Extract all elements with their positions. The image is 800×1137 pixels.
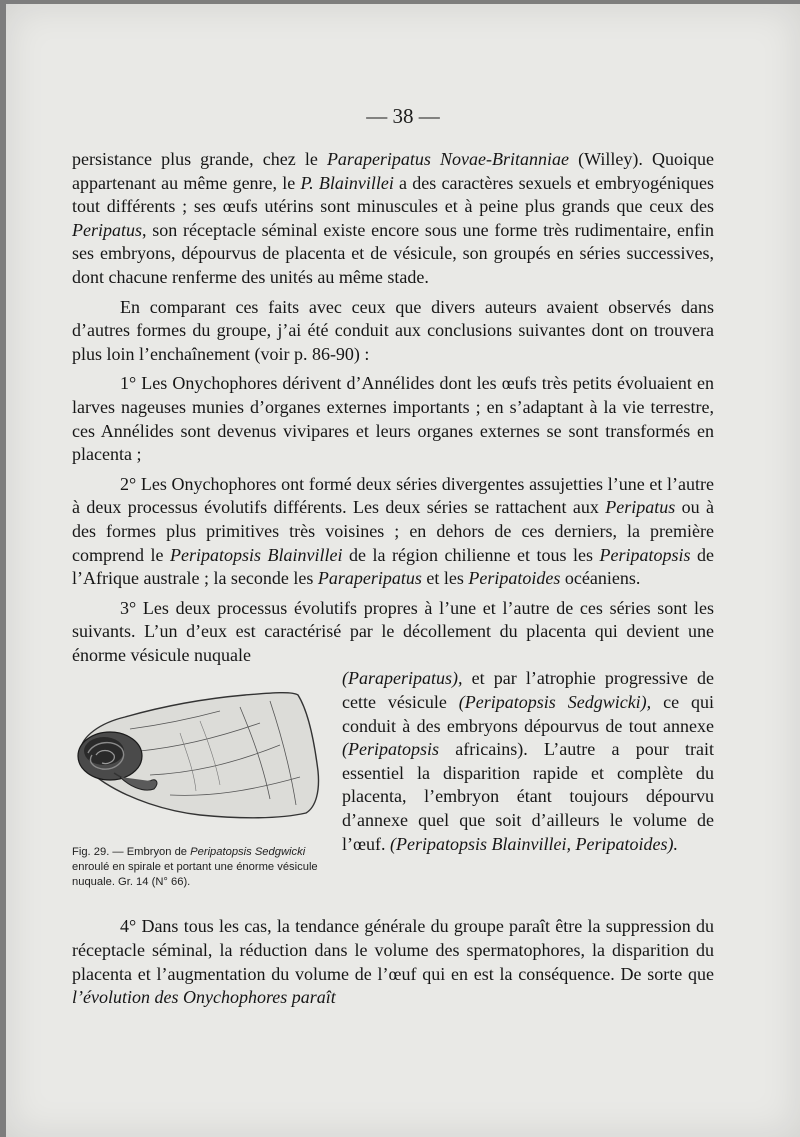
paragraph-3: 1° Les Onychophores dérivent d’Annélides dont les œufs très petits évoluaient en larves nageuses munies d’organes externes importants ; en s’adaptant à la vie terrestre, ces Annélides sont devenus vivipares et leurs organes externes se sont transformés en placenta ; [72,373,714,465]
paragraph-1: persistance plus grande, chez le Paraperipatus Novae-Britanniae (Willey). Quoique appartenant au même genre, le P. Blainvillei a des caractères sexuels et embryogéniques tout différents ; ses œufs utérins sont minuscules et à peine plus grands que ceux des Peripatus, son réceptacle séminal existe encore sous une forme très rudimentaire, enfin ses embryons, dépourvus de placenta et de vésicule, son groupés en séries successives, dont chacune renferme des unités au même stade. [72,149,714,287]
book-page [6,4,800,1137]
paragraph-5-genus: (Paraperipatus), [342,668,463,689]
paragraph-4: 2° Les Onychophores ont formé deux séries divergentes assujetties l’une et l’autre à deux processus évolutifs différents. Les deux séries se rattachent aux Peripatus ou à des formes plus primitives très voisines ; en dehors de ces derniers, la première comprend le Peripatopsis Blainvillei de la région chilienne et tous les Peripatopsis de l’Afrique australe ; la seconde les Paraperipatus et les Peripatoides océaniens. [72,473,714,589]
paragraph-5: 3° Les deux processus évolutifs propres à l’une et l’autre de ces séries sont les suivants. L’un d’eux est caractérisé par le décollement du placenta qui devient une énorme vésicule nuquale [72,597,714,665]
paragraph-2: En comparant ces faits avec ceux que divers auteurs avaient observés dans d’autres formes du groupe, j’ai été conduit aux conclusions suivantes dont on trouvera plus loin l’enchaînement (voir p. 86-90) : [72,296,714,364]
embryo-illustration [70,681,328,829]
paragraph-5-continued: (Paraperipatus), et par l’atrophie progressive de cette vésicule (Peripatopsis Sedgwicki), ce qui conduit à des embryons dépourvus de tout annexe (Peripatopsis africains). L’autre a pour trait essentiel la disparition rapide et complète du placenta, l’embryon étant toujours dépourvu d’annexe quel que soit d’ailleurs le volume de l’œuf. (Peripatopsis Blainvillei, Peripatoides). [342,668,715,854]
figure-29 [70,667,332,915]
paragraph-6: 4° Dans tous les cas, la tendance générale du groupe paraît être la suppression du réceptacle séminal, la réduction dans le volume des spermatophores, la disparition du placenta et l’augmentation du volume de l’œuf qui en est la conséquence. De sorte que l’évolution des Onychophores paraît [72,916,714,1008]
figure-caption: Fig. 29. — Embryon de Peripatopsis Sedgwicki enroulé en spirale et portant une énorme vésicule nuquale. Gr. 14 (N° 66). [72,846,318,889]
page-number: — 38 — [366,104,440,128]
body-text [72,148,714,1010]
